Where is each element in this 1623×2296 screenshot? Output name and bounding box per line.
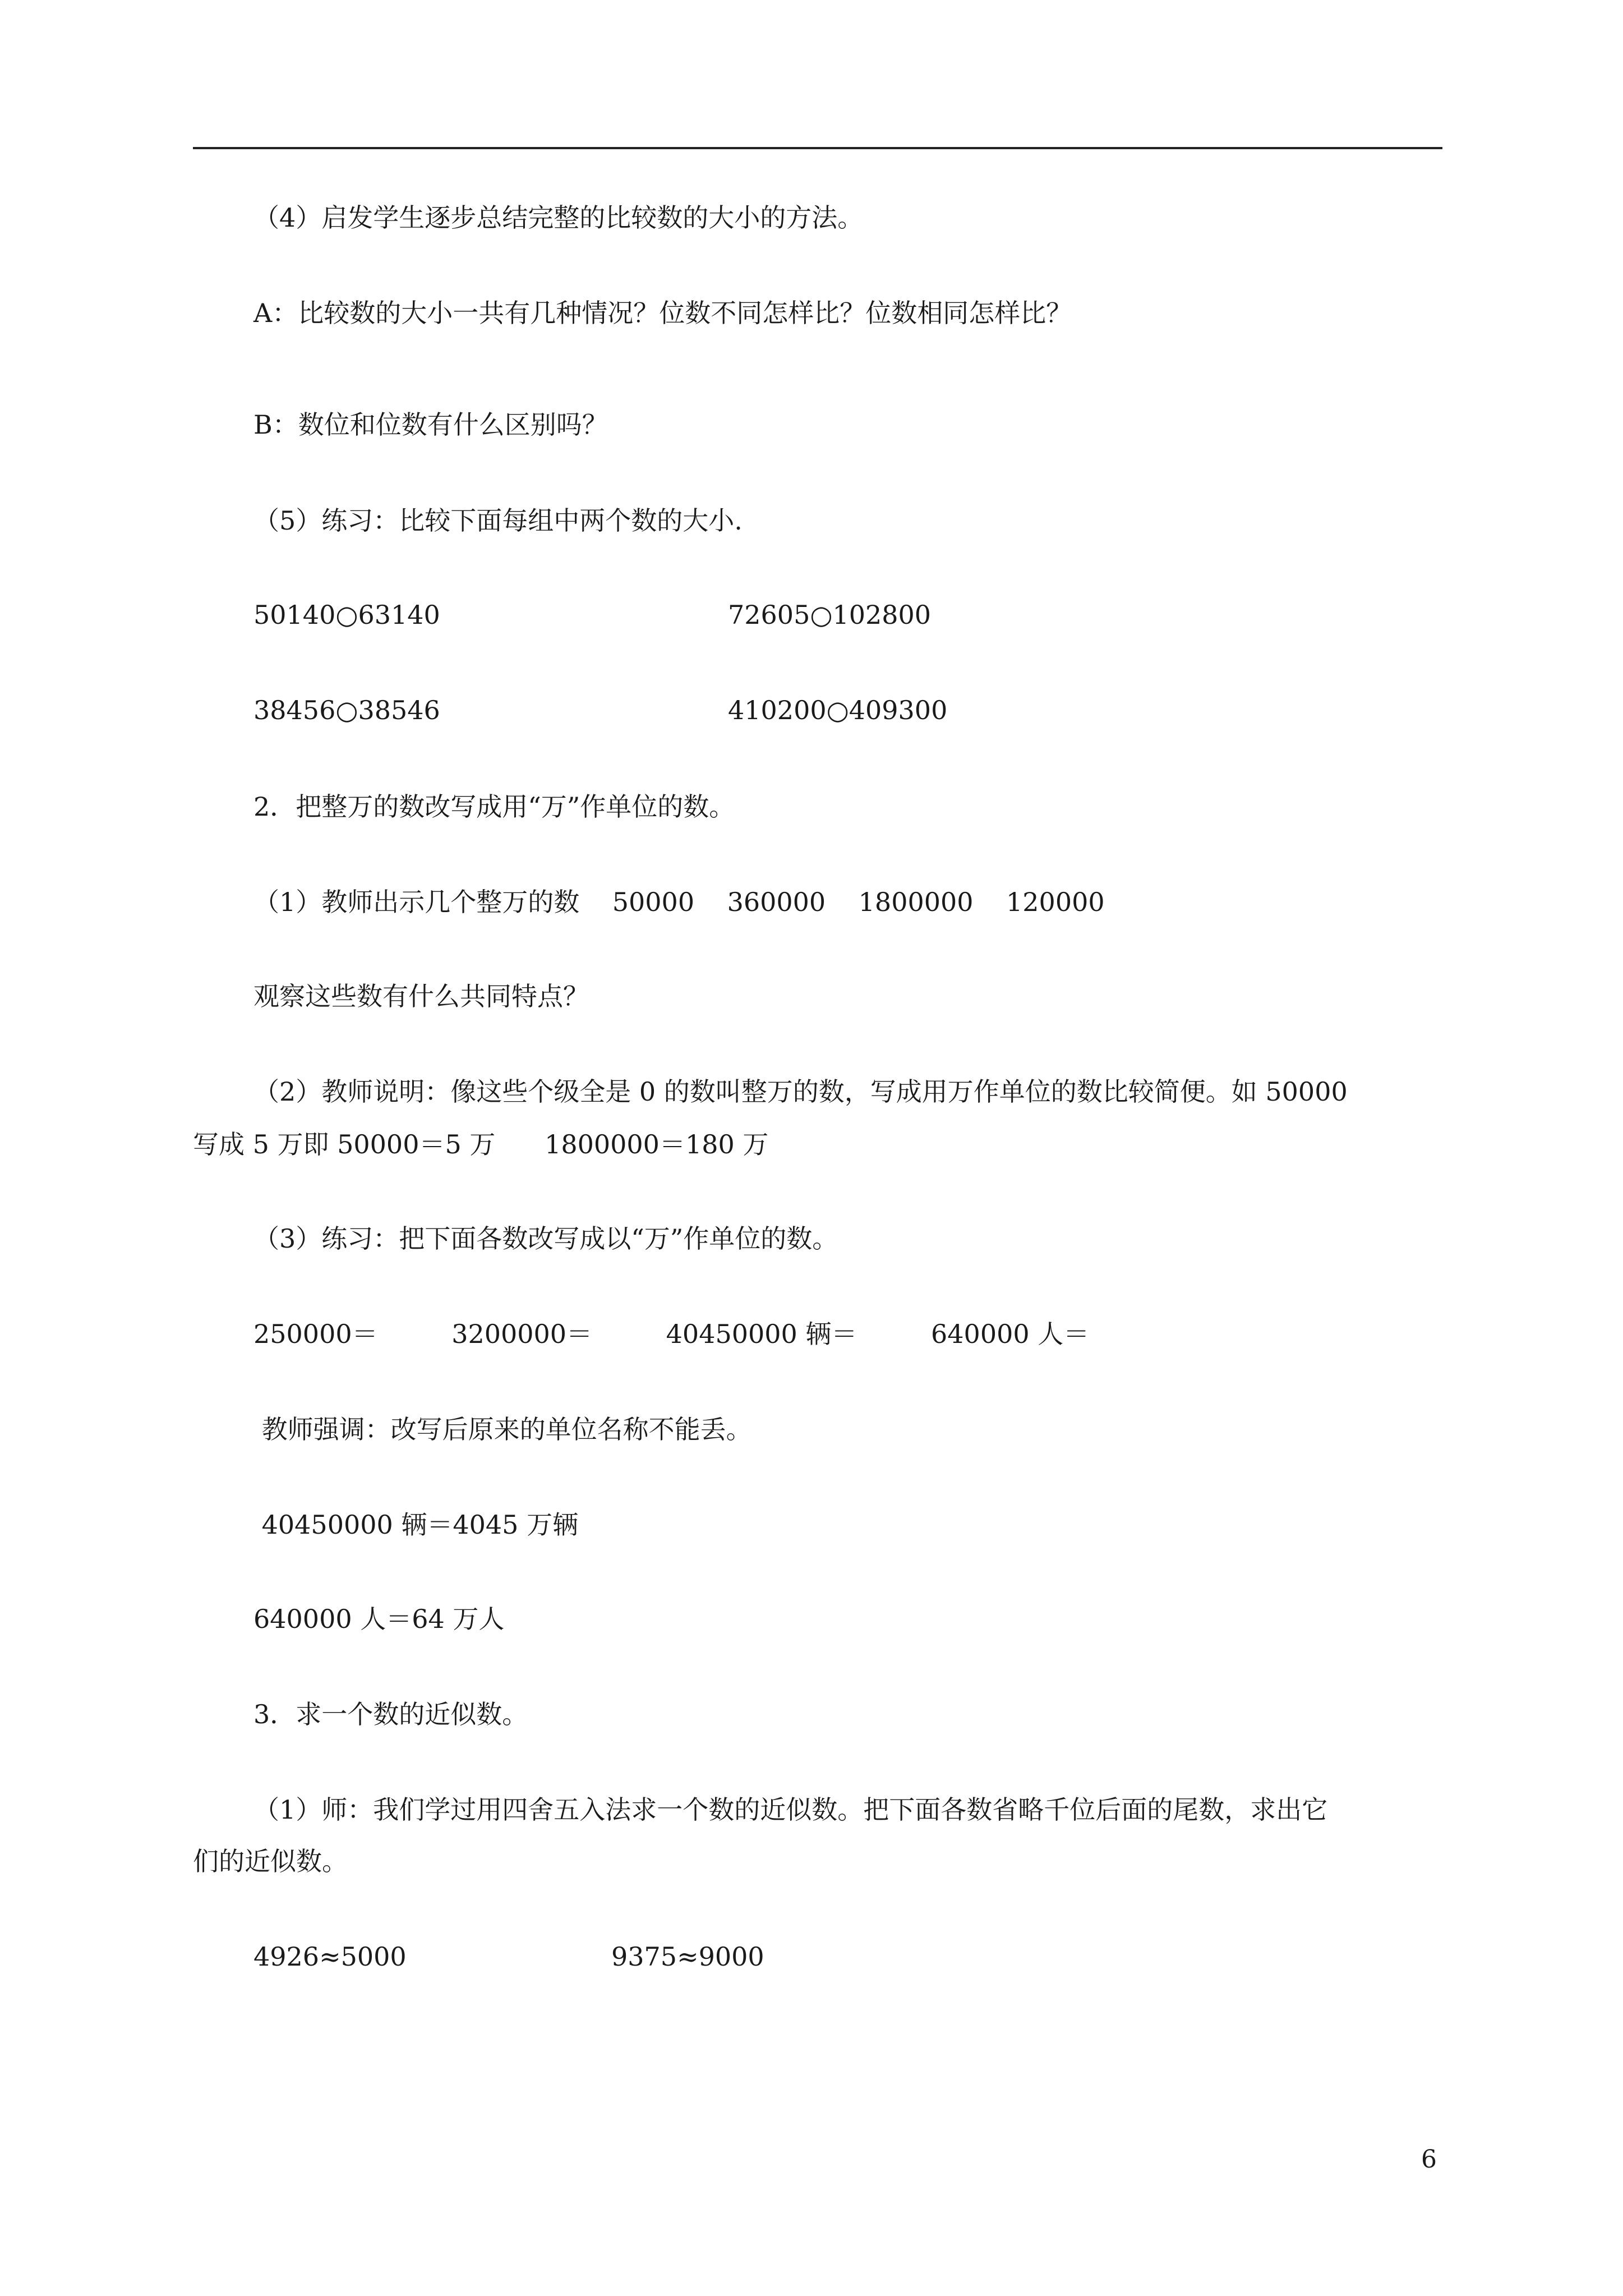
approx-right: 9375≈9000 — [611, 1941, 764, 1972]
text-line-6: （1）教师出示几个整万的数 50000 360000 1800000 120000 — [253, 887, 1105, 917]
header-rule — [193, 147, 1442, 149]
page-number: 6 — [1421, 2145, 1437, 2174]
text-line-15: 3．求一个数的近似数。 — [253, 1699, 528, 1729]
text-line-3: B：数位和位数有什么区别吗？ — [253, 409, 608, 440]
text-line-11: 250000＝ 3200000＝ 40450000 辆＝ 640000 人＝ — [253, 1319, 1090, 1349]
text-line-16: （1）师：我们学过用四舍五入法求一个数的近似数。把下面各数省略千位后面的尾数，求出它 — [253, 1795, 1328, 1825]
text-line-13: 40450000 辆＝4045 万辆 — [253, 1510, 579, 1540]
text-line-14: 640000 人＝64 万人 — [253, 1604, 505, 1634]
text-line-17: 们的近似数。 — [193, 1846, 348, 1876]
approx-left: 4926≈5000 — [253, 1941, 407, 1972]
text-line-1: （4）启发学生逐步总结完整的比较数的大小的方法。 — [253, 203, 864, 233]
compare-row2-left: 38456○38546 — [253, 695, 440, 725]
text-line-12: 教师强调：改写后原来的单位名称不能丢。 — [253, 1414, 752, 1444]
text-line-4: （5）练习：比较下面每组中两个数的大小. — [253, 505, 743, 536]
compare-row2-right: 410200○409300 — [728, 695, 948, 725]
text-line-2: A：比较数的大小一共有几种情况？位数不同怎样比？位数相同怎样比？ — [253, 298, 1072, 328]
text-line-5: 2．把整万的数改写成用“万”作单位的数。 — [253, 792, 735, 822]
text-line-7: 观察这些数有什么共同特点？ — [253, 981, 589, 1011]
text-line-10: （3）练习：把下面各数改写成以“万”作单位的数。 — [253, 1223, 838, 1254]
compare-row1-left: 50140○63140 — [253, 600, 440, 630]
compare-row1-right: 72605○102800 — [728, 600, 932, 630]
text-line-8: （2）教师说明：像这些个级全是 0 的数叫整万的数，写成用万作单位的数比较简便。如 50000 — [253, 1076, 1348, 1107]
text-line-9: 写成 5 万即 50000＝5 万 1800000＝180 万 — [193, 1129, 769, 1159]
